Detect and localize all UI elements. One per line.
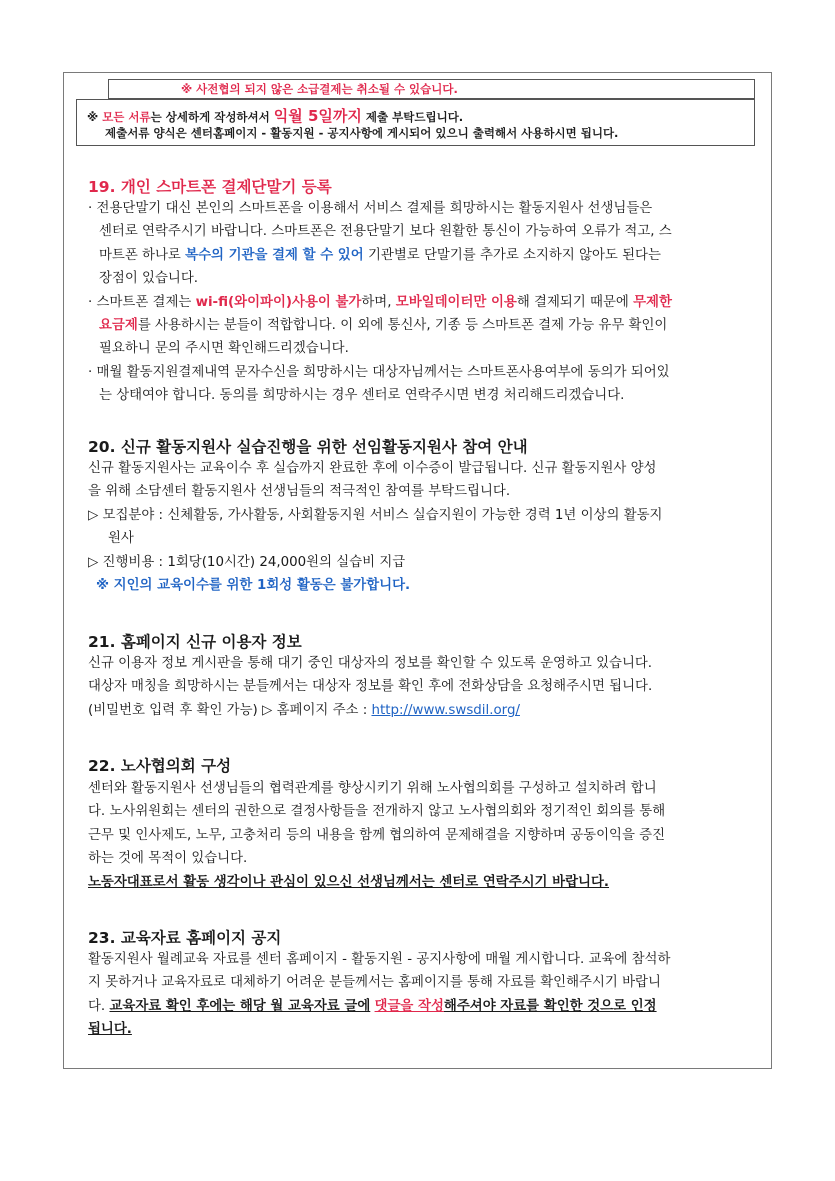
section-19-body: · 전용단말기 대신 본인의 스마트폰을 이용해서 서비스 결제를 희망하시는 활동지원사 선생님들은 센터로 연락주시기 바랍니다. 스마트폰은 전용단말기 보다 원활한 통신이 가능하여 오류가 적고, 스 마트폰 하나로 복수의 기관을 결제 할 수 있어 기관별로 단말기를 추가로 소지하지 않아도 된다는 장점이 있습니다. · 스마트폰 결제는 wi-fi(와이파이)사용이 불가하며, 모바일데이터만 이용해 결제되기 때문에 무제한 요금제를 사용하시는 분들이 적합합니다. 이 외에 통신사, 기종 등 스마트폰 결제 가능 유무 확인이 필요하니 문의 주시면 확인해드리겠습니다. · 매월 활동지원결제내역 문자수신을 희망하시는 대상자님께서는 스마트폰사용여부에 동의가 되어있 는 상태여야 합니다. 동의를 희망하시는 경우 센터로 연락주시면 변경 처리해드리겠습니다. [88, 201, 672, 404]
retroactive-payment-notice: ※ 사전협의 되지 않은 소급결제는 취소될 수 있습니다. [108, 79, 755, 99]
section-21-title: 21. 홈페이지 신규 이용자 정보 [88, 633, 302, 651]
document-submission-notice: ※ 모든 서류는 상세하게 작성하셔서 익월 5일까지 제출 부탁드립니다. 제출서류 양식은 센터홈페이지 - 활동지원 - 공지사항에 게시되어 있으니 출력해서 사용하시면 됩니다. [76, 99, 755, 146]
section-21-body: 신규 이용자 정보 게시판을 통해 대기 중인 대상자의 정보를 확인할 수 있도록 운영하고 있습니다. 대상자 매칭을 희망하시는 분들께서는 대상자 정보를 확인 후에 전화상담을 요청해주시면 됩니다. (비밀번호 입력 후 확인 가능) ▷ 홈페이지 주소 : http://www.swsdil.org/ [88, 656, 653, 718]
section-20-title: 20. 신규 활동지원사 실습진행을 위한 선임활동지원사 참여 안내 [88, 438, 528, 456]
section-22-body: 센터와 활동지원사 선생님들의 협력관계를 향상시키기 위해 노사협의회를 구성하고 설치하려 합니 다. 노사위원회는 센터의 권한으로 결정사항들을 전개하지 않고 노사협의회와 정기적인 회의를 통해 근무 및 인사제도, 노무, 고충처리 등의 내용을 함께 협의하여 문제해결을 지향하며 공동이익을 증진 하는 것에 목적이 있습니다. 노동자대표로서 활동 생각이나 관심이 있으신 선생님께서는 센터로 연락주시기 바랍니다. [88, 781, 666, 890]
section-23-title: 23. 교육자료 홈페이지 공지 [88, 929, 282, 947]
homepage-link[interactable]: http://www.swsdil.org/ [371, 702, 520, 718]
section-23-body: 활동지원사 월례교육 자료를 센터 홈페이지 - 활동지원 - 공지사항에 매월 게시합니다. 교육에 참석하 지 못하거나 교육자료로 대체하기 어려운 분들께서는 홈페이지를 통해 자료를 확인해주시기 바랍니 다. 교육자료 확인 후에는 해당 월 교육자료 글에 댓글을 작성해주셔야 자료를 확인한 것으로 인정 됩니다. [88, 952, 671, 1038]
section-20-body: 신규 활동지원사는 교육이수 후 실습까지 완료한 후에 이수증이 발급됩니다. 신규 활동지원사 양성 을 위해 소담센터 활동지원사 선생님들의 적극적인 참여를 부탁드립니다. ▷ 모집분야 : 신체활동, 가사활동, 사회활동지원 서비스 실습지원이 가능한 경력 1년 이상의 활동지 원사 ▷ 진행비용 : 1회당(10시간) 24,000원의 실습비 지급 ※ 지인의 교육이수를 위한 1회성 활동은 불가합니다. [88, 461, 663, 594]
section-19-title: 19. 개인 스마트폰 결제단말기 등록 [88, 178, 332, 196]
section-22-title: 22. 노사협의회 구성 [88, 757, 232, 775]
